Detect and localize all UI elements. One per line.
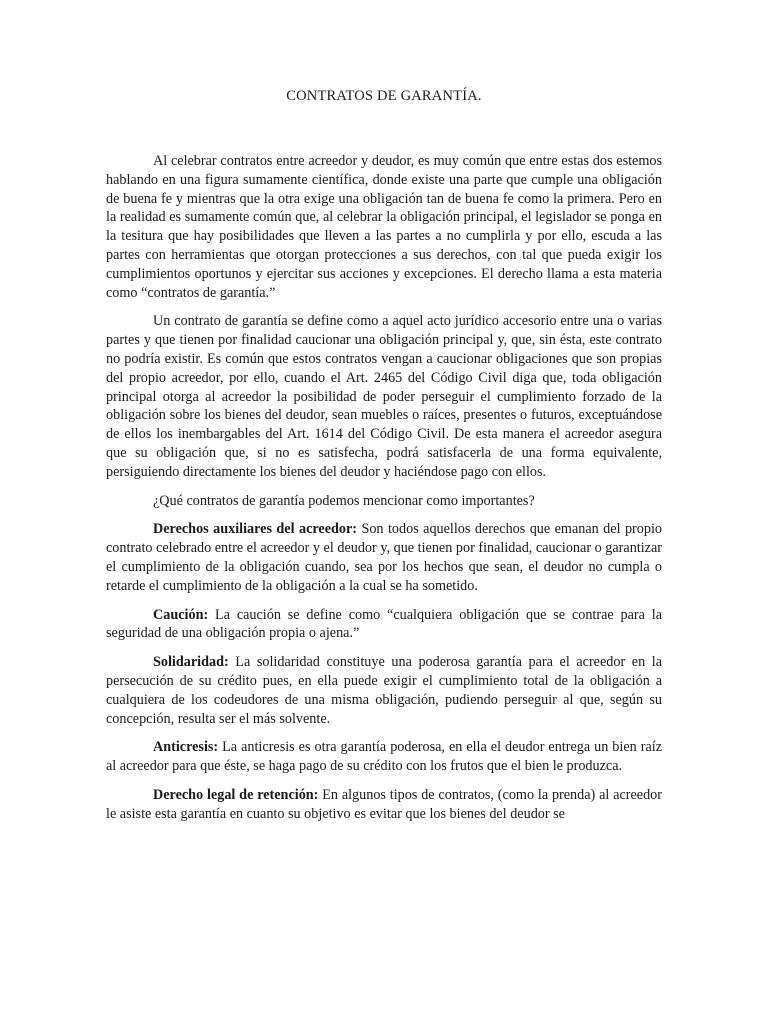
item-derechos-auxiliares	[106, 520, 662, 595]
item-term: Solidaridad:	[153, 654, 229, 671]
document-page	[106, 88, 662, 834]
item-term: Derechos auxiliares del acreedor:	[153, 521, 358, 538]
item-derecho-retencion	[106, 786, 662, 824]
item-text: La solidaridad constituye una poderosa garantía para el acreedor en la persecución de su crédito pues, en ella puede exigir el cumplimiento total de la obligación a cualquiera de los codeudores de una misma obligación, pudiendo perseguir al que, según su concepción, resulta ser el más solvente.	[106, 654, 662, 727]
item-anticresis	[106, 738, 662, 776]
item-text: Son todos aquellos derechos que emanan del propio contrato celebrado entre el acreedor y el deudor y, que tienen por finalidad, caucionar o garantizar el cumplimiento de la obligación cuando, sea por los hechos que sean, el deudor no cumpla o retarde el cumplimiento de la obligación a la cual se ha sometido.	[106, 521, 662, 594]
item-caucion	[106, 606, 662, 644]
intro-paragraph: Al celebrar contratos entre acreedor y deudor, es muy común que entre estas dos estemos hablando en una figura sumamente científica, donde existe una parte que cumple una obligación de buena fe y mientras que la otra exige una obligación tan de buena fe como la primera. Pero en la realidad es sumamente común que, al celebrar la obligación principal, el legislador se ponga en la tesitura que hay posibilidades que lleven a las partes a no cumplirla y por ello, escuda a las partes con herramientas que otorgan protecciones a sus derechos, con tal que pueda exigir los cumplimientos oportunos y ejercitar sus acciones y excepciones. El derecho llama a esta materia como “contratos de garantía.”	[106, 153, 662, 301]
item-solidaridad	[106, 653, 662, 728]
item-term: Derecho legal de retención:	[153, 786, 319, 803]
page-title: CONTRATOS DE GARANTÍA.	[286, 88, 482, 104]
definition-paragraph: Un contrato de garantía se define como a aquel acto jurídico accesorio entre una o varias partes y que tienen por finalidad caucionar una obligación principal y, que, sin ésta, este contrato no podría existir. Es común que estos contratos vengan a caucionar obligaciones que son propias del propio acreedor, por ello, cuando el Art. 2465 del Código Civil diga que, toda obligación principal otorga al acreedor la posibilidad de poder perseguir el cumplimiento forzado de la obligación sobre los bienes del deudor, sean muebles o raíces, presentes o futuros, exceptuándose de ellos los inembargables del Art. 1614 del Código Civil. De esta manera el acreedor asegura que su obligación que, si no es satisfecha, podrá satisfacerla de una forma equivalente, persiguiendo directamente los bienes del deudor y haciéndose pago con ellos.	[106, 313, 662, 480]
item-text: La caución se define como “cualquiera obligación que se contrae para la seguridad de una obligación propia o ajena.”	[106, 606, 662, 642]
item-text: La anticresis es otra garantía poderosa, en ella el deudor entrega un bien raíz al acreedor para que éste, se haga pago de su crédito con los frutos que el bien le produzca.	[106, 739, 662, 775]
item-text: En algunos tipos de contratos, (como la prenda) al acreedor le asiste esta garantía en cuanto su objetivo es evitar que los bienes del deudor se	[106, 786, 662, 822]
question-paragraph: ¿Qué contratos de garantía podemos mencionar como importantes?	[153, 492, 535, 509]
item-term: Anticresis:	[153, 739, 219, 756]
item-term: Caución:	[153, 606, 209, 623]
